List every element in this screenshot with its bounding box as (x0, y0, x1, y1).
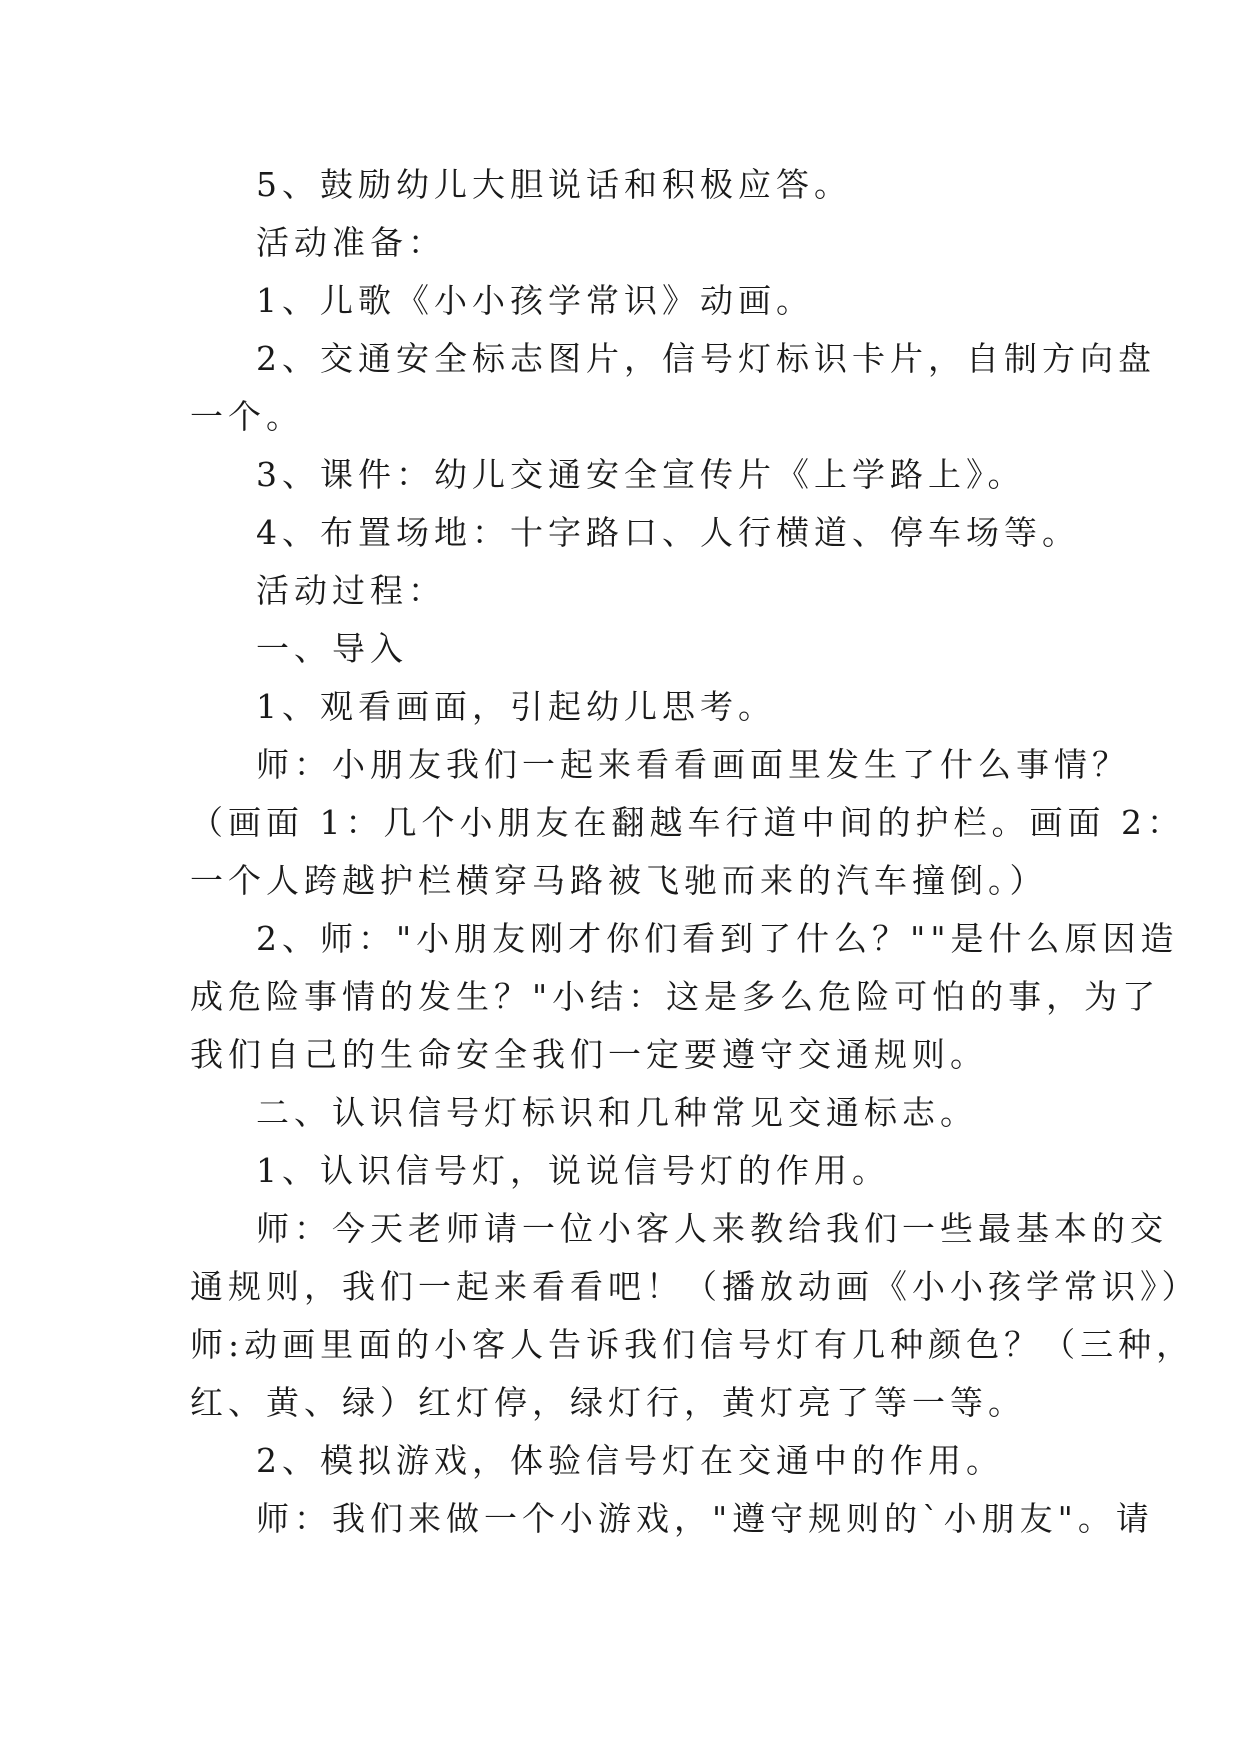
text-line: 师：我们来做一个小游戏，"遵守规则的`小朋友"。请 (256, 1499, 1154, 1538)
text-line: 师:动画里面的小客人告诉我们信号灯有几种颜色？（三种， (190, 1325, 1195, 1364)
text-line: 2、师："小朋友刚才你们看到了什么？""是什么原因造 (256, 919, 1179, 958)
text-line: 一个。 (190, 397, 304, 436)
text-line: 一个人跨越护栏横穿马路被飞驰而来的汽车撞倒。） (190, 861, 1048, 900)
text-line: 1、认识信号灯，说说信号灯的作用。 (256, 1151, 890, 1190)
section-heading: 二、认识信号灯标识和几种常见交通标志。 (256, 1093, 978, 1132)
text-line: 我们自己的生命安全我们一定要遵守交通规则。 (190, 1035, 988, 1074)
text-line: （画面 1：几个小朋友在翻越车行道中间的护栏。画面 2： (190, 803, 1185, 842)
text-line: 3、课件：幼儿交通安全宣传片《上学路上》。 (256, 455, 1026, 494)
section-heading: 活动准备： (256, 223, 446, 262)
text-line: 2、模拟游戏，体验信号灯在交通中的作用。 (256, 1441, 1004, 1480)
text-line: 5、鼓励幼儿大胆说话和积极应答。 (256, 165, 852, 204)
text-line: 1、儿歌《小小孩学常识》动画。 (256, 281, 814, 320)
text-line: 2、交通安全标志图片，信号灯标识卡片，自制方向盘 (256, 339, 1156, 378)
text-line: 通规则，我们一起来看看吧！（播放动画《小小孩学常识》） (190, 1267, 1200, 1306)
section-heading: 一、导入 (256, 629, 408, 668)
section-heading: 活动过程： (256, 571, 446, 610)
text-line: 师：小朋友我们一起来看看画面里发生了什么事情？ (256, 745, 1130, 784)
text-line: 4、布置场地：十字路口、人行横道、停车场等。 (256, 513, 1080, 552)
text-line: 1、观看画面，引起幼儿思考。 (256, 687, 776, 726)
text-line: 师：今天老师请一位小客人来教给我们一些最基本的交 (256, 1209, 1168, 1248)
text-line: 红、黄、绿）红灯停，绿灯行，黄灯亮了等一等。 (190, 1383, 1026, 1422)
text-line: 成危险事情的发生？"小结：这是多么危险可怕的事，为了 (190, 977, 1161, 1016)
